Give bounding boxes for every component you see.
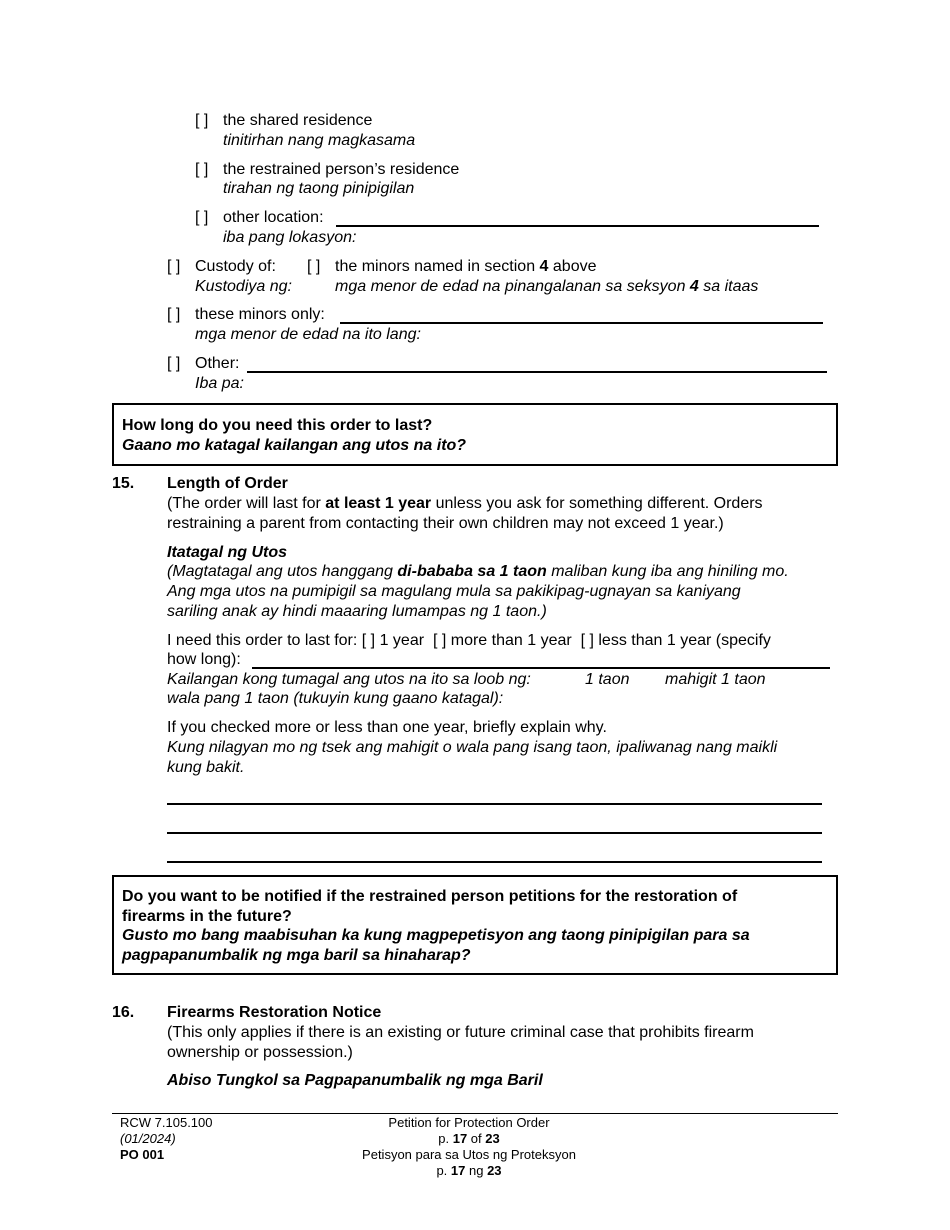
footer-divider bbox=[112, 1113, 838, 1114]
section-title: Firearms Restoration Notice bbox=[167, 1004, 382, 1021]
option-label-tl: mga menor de edad na ito lang: bbox=[195, 326, 421, 343]
option-1-year[interactable] bbox=[362, 632, 424, 649]
option-label: less than 1 year (specify bbox=[598, 632, 771, 649]
text: of bbox=[467, 1131, 486, 1146]
option-label: more than 1 year bbox=[450, 632, 572, 649]
location-option-restrained-residence[interactable] bbox=[195, 160, 459, 180]
option-label: the shared residence bbox=[223, 112, 373, 129]
custody-label-tl: Kustodiya ng: bbox=[195, 278, 292, 295]
how-long-label: how long): bbox=[167, 651, 241, 668]
section-number: 16. bbox=[112, 1004, 135, 1021]
section-number: 4 bbox=[539, 258, 549, 275]
option-text: mga menor de edad na pinangalanan sa seksyon bbox=[335, 278, 690, 295]
section-description-line2: ownership or possession.) bbox=[167, 1044, 353, 1061]
text: (The order will last for bbox=[167, 495, 326, 512]
option-text: the minors named in section bbox=[335, 258, 540, 275]
section-number: 4 bbox=[689, 278, 699, 295]
option-less-than-1-year-tl: wala pang 1 taon (tukuyin kung gaano katagal): bbox=[167, 690, 504, 707]
question-en: Do you want to be notified if the restrained person petitions for the restoration of bbox=[122, 888, 738, 905]
checkbox[interactable]: [ ] bbox=[195, 112, 209, 129]
option-label: other location: bbox=[223, 209, 324, 226]
other-option[interactable] bbox=[167, 354, 239, 374]
custody-label: Custody of: bbox=[195, 258, 276, 275]
options-prefix-tl: Kailangan kong tumagal ang utos na ito sa loob ng: bbox=[167, 671, 531, 688]
option-text: sa itaas bbox=[698, 278, 759, 295]
other-location-field[interactable] bbox=[336, 225, 819, 227]
text: ng bbox=[465, 1163, 488, 1178]
custody-option-tl bbox=[335, 277, 758, 297]
checkbox[interactable]: [ ] bbox=[195, 161, 209, 178]
checkbox[interactable]: [ ] bbox=[361, 632, 376, 649]
explain-line-3[interactable] bbox=[167, 861, 822, 863]
option-label: these minors only: bbox=[195, 306, 325, 323]
checkbox[interactable]: [ ] bbox=[307, 258, 321, 275]
footer-page-tl bbox=[319, 1163, 619, 1179]
text: p. bbox=[438, 1131, 453, 1146]
these-minors-field[interactable] bbox=[340, 322, 823, 324]
section-description bbox=[167, 494, 763, 514]
section-description-tl bbox=[167, 562, 789, 582]
option-label-tl: tinitirhan nang magkasama bbox=[223, 132, 416, 149]
explain-line-2[interactable] bbox=[167, 832, 822, 834]
other-field[interactable] bbox=[247, 371, 827, 373]
section-description-tl-line2: Ang mga utos na pumipigil sa magulang mula sa pakikipag-ugnayan sa kaniyang bbox=[167, 583, 741, 600]
custody-minors-section-4-option[interactable] bbox=[307, 257, 597, 277]
question-tl-line2: pagpapanumbalik ng mga baril sa hinaharap? bbox=[122, 947, 471, 964]
question-en-line2: firearms in the future? bbox=[122, 908, 292, 925]
section-description-line2: restraining a parent from contacting their own children may not exceed 1 year.) bbox=[167, 515, 724, 532]
question-tl: Gaano mo katagal kailangan ang utos na ito? bbox=[122, 437, 467, 454]
page-current: 17 bbox=[450, 1163, 466, 1178]
page-total: 23 bbox=[485, 1131, 500, 1146]
section-description-tl-line3: sariling anak ay hindi maaaring lumampas ng 1 taon.) bbox=[167, 603, 547, 620]
checkbox[interactable]: [ ] bbox=[432, 632, 447, 649]
text: maliban kung iba ang hiniling mo. bbox=[546, 563, 789, 580]
footer-title-en: Petition for Protection Order bbox=[388, 1115, 550, 1130]
text-bold: di-bababa sa 1 taon bbox=[397, 563, 547, 580]
footer-title-tl: Petisyon para sa Utos ng Proteksyon bbox=[362, 1147, 576, 1162]
section-description: (This only applies if there is an existing or future criminal case that prohibits firearm bbox=[167, 1024, 754, 1041]
checkbox[interactable]: [ ] bbox=[195, 209, 209, 226]
checkbox[interactable]: [ ] bbox=[167, 258, 181, 275]
explain-instruction-tl: Kung nilagyan mo ng tsek ang mahigit o wala pang isang taon, ipaliwanag nang maikli bbox=[167, 739, 778, 756]
location-option-other[interactable] bbox=[195, 208, 324, 228]
option-1-year-tl: 1 taon bbox=[585, 671, 630, 688]
question-tl: Gusto mo bang maabisuhan ka kung magpepetisyon ang taong pinipigilan para sa bbox=[122, 927, 750, 944]
option-less-than-1-year[interactable] bbox=[581, 632, 771, 649]
location-option-shared-residence[interactable] bbox=[195, 111, 372, 131]
option-label-tl: Iba pa: bbox=[195, 375, 244, 392]
option-label-tl: tirahan ng taong pinipigilan bbox=[223, 180, 415, 197]
section-title-tl: Abiso Tungkol sa Pagpapanumbalik ng mga Baril bbox=[167, 1072, 543, 1089]
checkbox[interactable]: [ ] bbox=[167, 306, 181, 323]
options-prefix: I need this order to last for: bbox=[167, 632, 358, 649]
footer-rcw: RCW 7.105.100 bbox=[120, 1115, 213, 1130]
explain-instruction: If you checked more or less than one year, briefly explain why. bbox=[167, 719, 607, 736]
footer-form-id: PO 001 bbox=[120, 1147, 165, 1162]
footer-page-en bbox=[319, 1131, 619, 1147]
option-label: Other: bbox=[195, 355, 240, 372]
custody-option[interactable] bbox=[167, 257, 276, 277]
footer-date: (01/2024) bbox=[120, 1131, 176, 1146]
option-label: 1 year bbox=[379, 632, 425, 649]
text: unless you ask for something different. Orders bbox=[431, 495, 763, 512]
option-label-tl: iba pang lokasyon: bbox=[223, 229, 357, 246]
question-box-order-length bbox=[112, 403, 838, 466]
section-title-tl: Itatagal ng Utos bbox=[167, 544, 288, 561]
option-label: the restrained person’s residence bbox=[223, 161, 460, 178]
how-long-field[interactable] bbox=[252, 667, 830, 669]
option-more-than-1-year[interactable] bbox=[433, 632, 572, 649]
question-en: How long do you need this order to last? bbox=[122, 417, 433, 434]
text: p. bbox=[436, 1163, 451, 1178]
page-current: 17 bbox=[452, 1131, 468, 1146]
these-minors-option[interactable] bbox=[167, 305, 325, 325]
text: (Magtatagal ang utos hanggang bbox=[167, 563, 398, 580]
option-more-than-1-year-tl: mahigit 1 taon bbox=[665, 671, 766, 688]
checkbox[interactable]: [ ] bbox=[167, 355, 181, 372]
section-title: Length of Order bbox=[167, 475, 288, 492]
explain-line-1[interactable] bbox=[167, 803, 822, 805]
question-box-firearms-notification bbox=[112, 875, 838, 975]
checkbox[interactable]: [ ] bbox=[580, 632, 594, 649]
page-total: 23 bbox=[487, 1163, 502, 1178]
text-bold: at least 1 year bbox=[325, 495, 432, 512]
explain-instruction-tl-line2: kung bakit. bbox=[167, 759, 245, 776]
section-number: 15. bbox=[112, 475, 135, 492]
option-text: above bbox=[548, 258, 597, 275]
order-length-options bbox=[167, 631, 771, 651]
